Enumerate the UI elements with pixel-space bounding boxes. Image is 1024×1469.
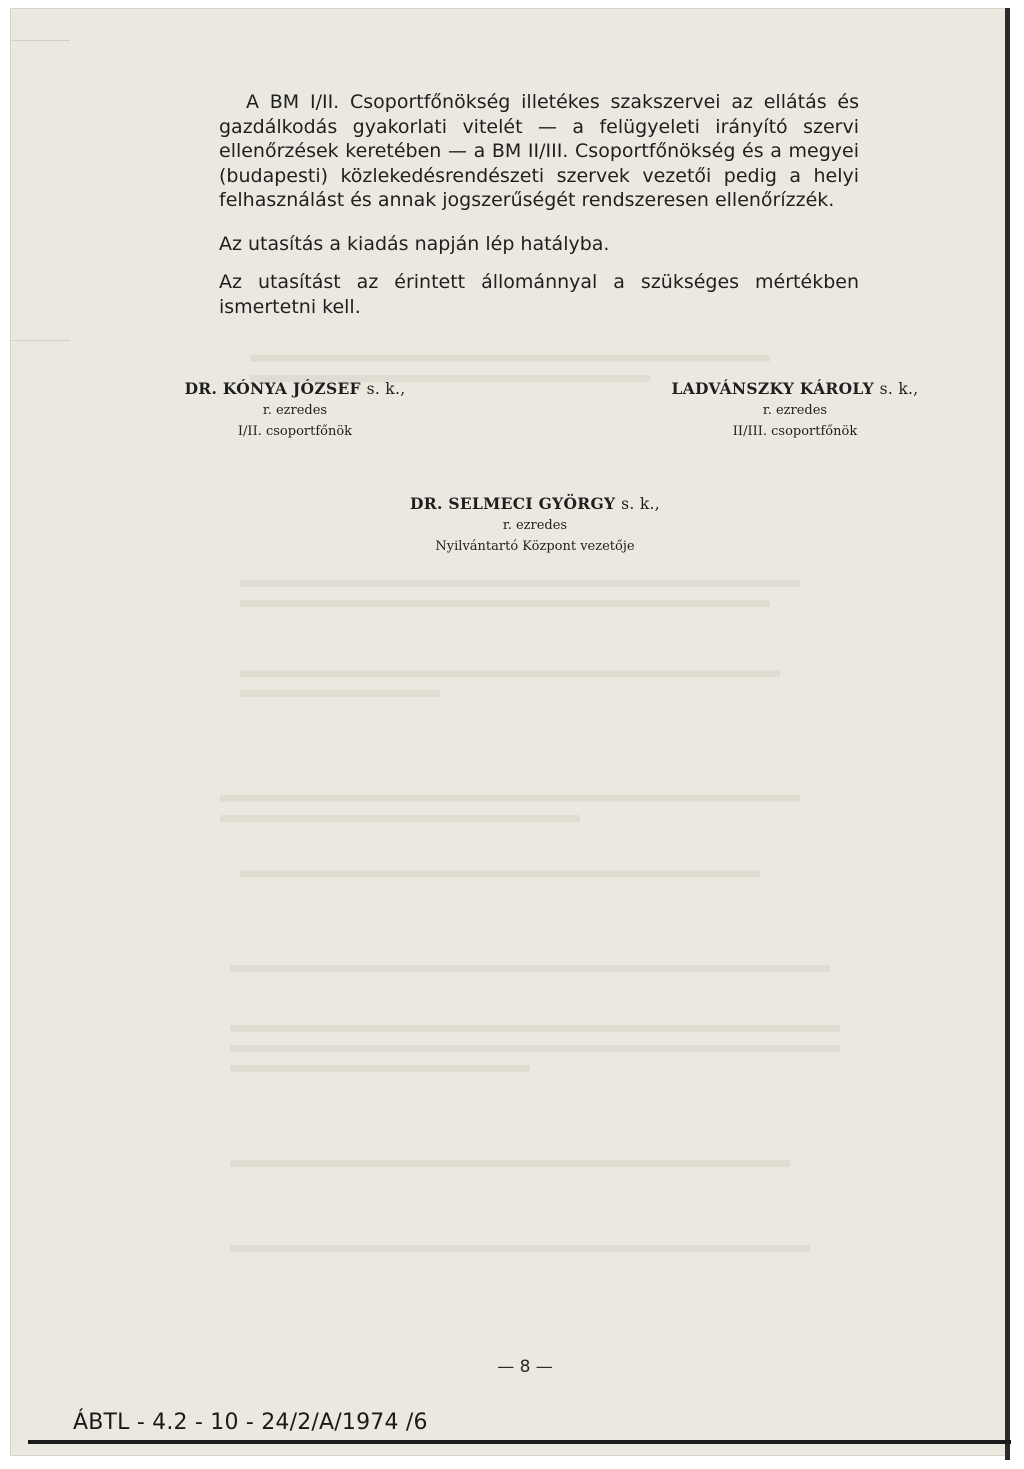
signatory-name: LADVÁNSZKY KÁROLY	[671, 379, 874, 398]
show-through-line	[240, 600, 770, 607]
scan-edge-bar	[1005, 8, 1010, 1460]
signature-block-konya	[160, 378, 430, 442]
signatory-title: Nyilvántartó Központ vezetője	[435, 539, 635, 554]
signatory-name-line	[650, 378, 940, 400]
show-through-line	[250, 355, 770, 362]
page-stack-edge	[10, 40, 70, 41]
show-through-line	[230, 965, 830, 972]
signatory-title: II/III. csoportfőnök	[732, 424, 858, 439]
signature-block-ladvanszky	[650, 378, 940, 442]
paragraph-communication: Az utasítást az érintett állománnyal a szükséges mértékben ismertetni kell.	[219, 271, 859, 318]
show-through-line	[220, 815, 580, 822]
show-through-line	[240, 580, 800, 587]
show-through-line	[240, 690, 440, 697]
signature-block-selmeci	[400, 493, 670, 557]
show-through-line	[230, 1160, 790, 1167]
signatory-name: DR. SELMECI GYÖRGY	[410, 494, 616, 513]
paragraph-effective-date: Az utasítás a kiadás napján lép hatályba.	[219, 233, 610, 255]
show-through-line	[230, 1025, 840, 1032]
signatory-name-line	[160, 378, 430, 400]
signatory-suffix: s. k.,	[621, 495, 660, 513]
signatory-suffix: s. k.,	[366, 380, 406, 398]
signatory-suffix: s. k.,	[879, 380, 919, 398]
signatory-name-line	[400, 493, 670, 515]
show-through-line	[230, 1045, 840, 1052]
signatory-rank: r. ezredes	[262, 403, 328, 418]
archive-reference: ÁBTL - 4.2 - 10 - 24/2/A/1974 /6	[73, 1410, 428, 1435]
signatory-title: I/II. csoportfőnök	[237, 424, 353, 439]
show-through-line	[240, 670, 780, 677]
page-stack-edge	[10, 340, 70, 341]
signatory-name: DR. KÓNYA JÓZSEF	[184, 379, 361, 398]
show-through-line	[240, 870, 760, 877]
document-page	[10, 8, 1006, 1456]
show-through-line	[230, 1245, 810, 1252]
signatory-rank: r. ezredes	[502, 518, 568, 533]
show-through-line	[230, 1065, 530, 1072]
page-number: — 8 —	[497, 1357, 553, 1377]
paragraph-responsibilities: A BM I/II. Csoportfőnökség illetékes szakszervei az ellátás és gazdálkodás gyakorlati vitelét — a felügyeleti irányító szervi ellenőrzések keretében — a BM II/III. Csoportfőnökség és a megyei (budapesti) közlekedésrendészeti szervek vezetői pedig a helyi felhasználást és annak jogszerűségét rendszeresen ellenőrízzék.	[219, 91, 859, 211]
scan-bottom-rule	[28, 1440, 1011, 1444]
show-through-line	[220, 795, 800, 802]
signatory-rank: r. ezredes	[762, 403, 828, 418]
